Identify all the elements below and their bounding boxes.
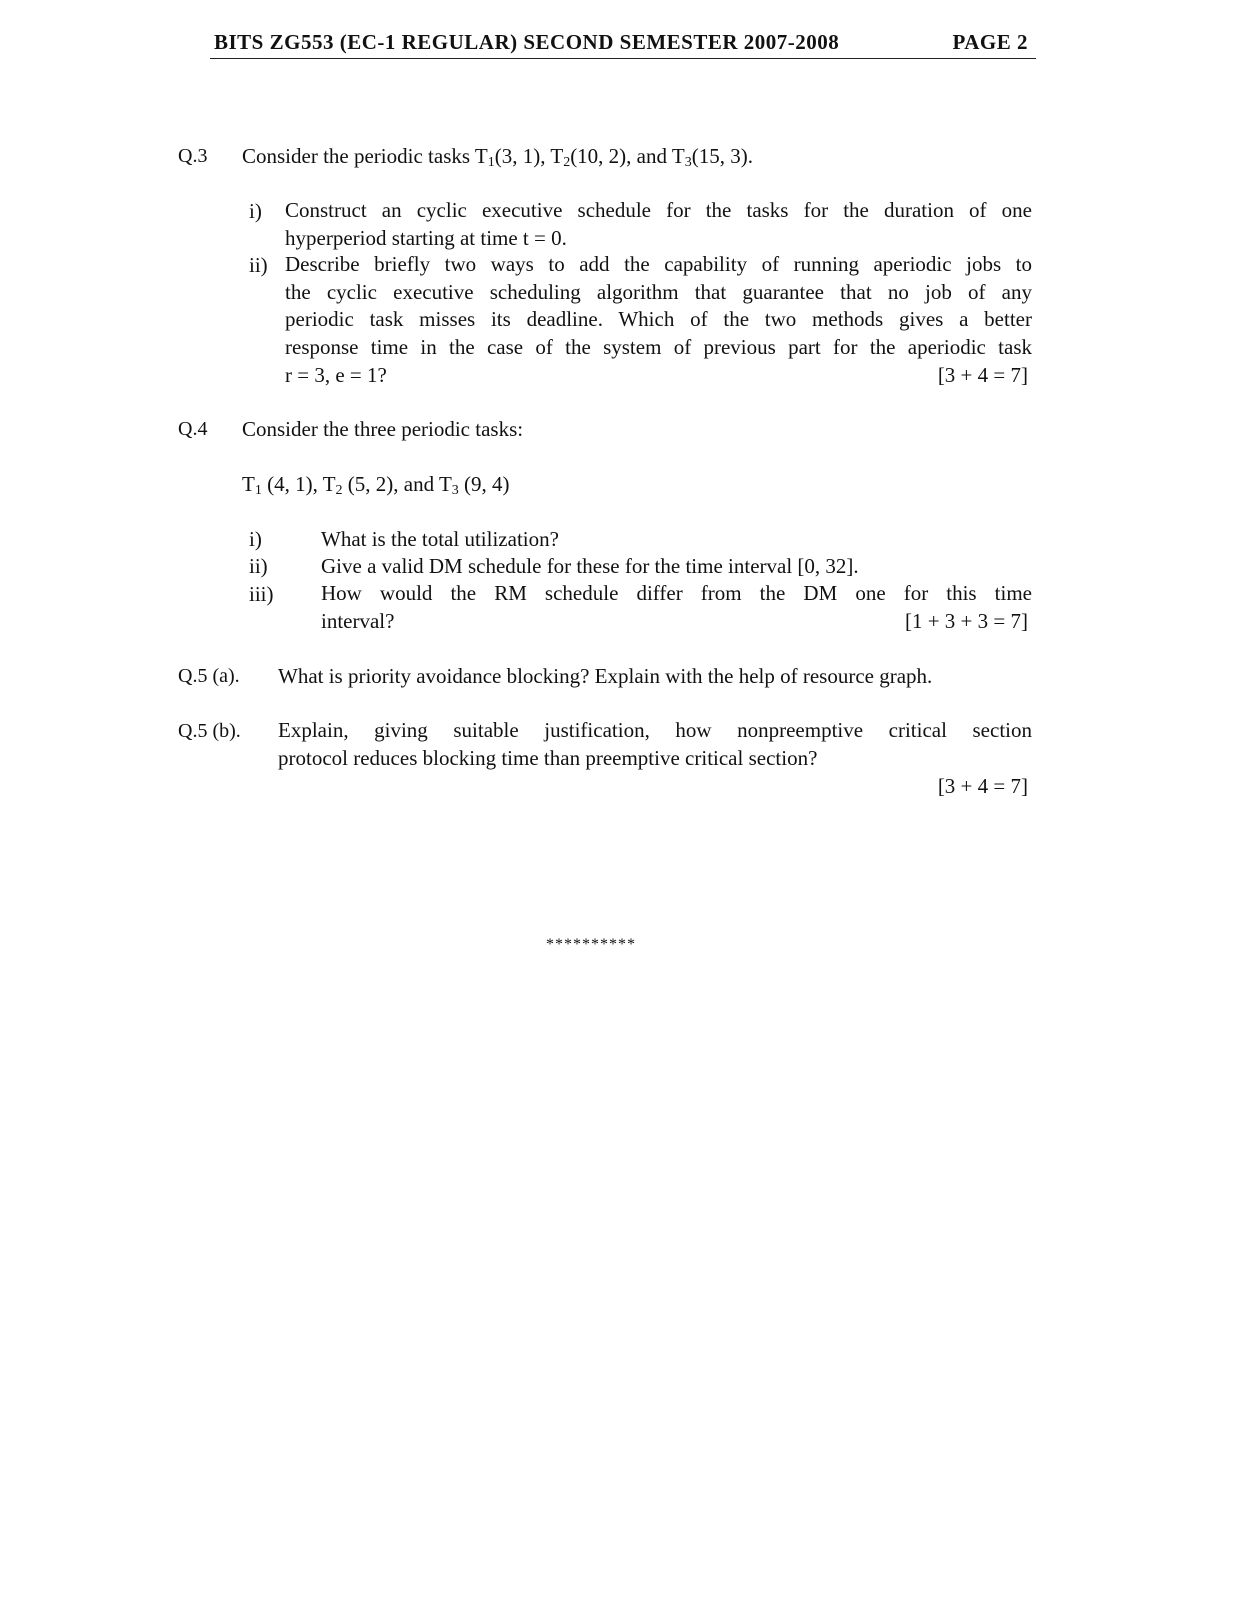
q3-label: Q.3 [178, 145, 208, 167]
q4-part-iii-line-2: interval? [321, 609, 395, 633]
q3-part-i-line-1: Construct an cyclic executive schedule for the tasks for the duration of one [285, 198, 1032, 222]
q4-part-ii-line-1: Give a valid DM schedule for these for the time interval [0, 32]. [321, 554, 859, 578]
q4-task-2: $T_2$ (5, 2), and [322, 472, 439, 498]
q3-part-ii-line-3: periodic task misses its deadline. Which of the two methods gives a better [285, 307, 1032, 331]
q3-part-ii-line-2: the cyclic executive scheduling algorithm that guarantee that no job of any [285, 280, 1032, 304]
q3-part-i-line-2: hyperperiod starting at time t = 0. [285, 226, 567, 250]
q4-task-list [242, 470, 510, 498]
q3-intro-text: Consider the periodic tasks [242, 144, 471, 168]
page-number: PAGE 2 [952, 30, 1028, 54]
q5b-label: Q.5 (b). [178, 720, 241, 742]
q4-part-i-num: i) [249, 527, 262, 551]
q3-task-2: $T_2(10$, 2), and [550, 144, 672, 170]
q4-intro: Consider the three periodic tasks: [242, 417, 524, 441]
q3-marks: [3 + 4 = 7] [937, 363, 1028, 387]
q4-part-ii-num: ii) [249, 554, 268, 578]
q4-part-iii-line-1: How would the RM schedule differ from the DM one for this time [321, 581, 1032, 605]
q4-part-i-line-1: What is the total utilization? [321, 527, 559, 551]
q3-part-ii-line-4: response time in the case of the system of previous part for the aperiodic task [285, 335, 1032, 359]
q4-task-1: $T_1$ (4, 1), [242, 472, 323, 498]
q3-part-ii-line-5: r = 3, e = 1? [285, 363, 387, 387]
q3-part-ii-line-1: Describe briefly two ways to add the capability of running aperiodic jobs to [285, 252, 1032, 276]
q5b-line-2: protocol reduces blocking time than preemptive critical section? [278, 746, 818, 770]
q3-part-ii-num: ii) [249, 253, 268, 277]
q3-part-i-num: i) [249, 199, 262, 223]
q5b-line-1: Explain, giving suitable justification, how nonpreemptive critical section [278, 718, 1032, 742]
page-header [210, 30, 1036, 59]
q4-task-3: $T_3$ (9, 4) [438, 472, 510, 498]
q4-marks: [1 + 3 + 3 = 7] [904, 609, 1028, 633]
q5b-marks: [3 + 4 = 7] [937, 774, 1028, 798]
q4-part-iii-num: iii) [249, 582, 274, 606]
q5a-text: What is priority avoidance blocking? Explain with the help of resource graph. [278, 664, 933, 688]
q3-task-3: $T_3(15$, 3). [671, 144, 753, 170]
exam-title: BITS ZG553 (EC-1 REGULAR) SECOND SEMESTER 2007-2008 [214, 30, 840, 54]
q5a-label: Q.5 (a). [178, 665, 240, 687]
q3-intro [242, 142, 753, 170]
q3-task-1: $T_1(3$, 1), [474, 144, 551, 170]
q4-label: Q.4 [178, 418, 208, 440]
end-of-paper-stars: ********** [546, 936, 636, 953]
